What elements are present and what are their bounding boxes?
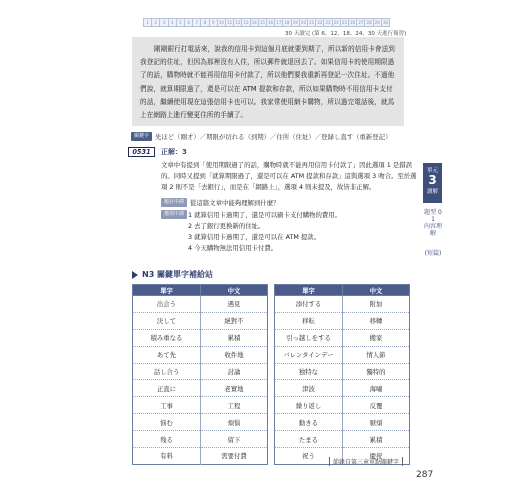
- vocab-word: 有料: [133, 448, 201, 465]
- day-cell[interactable]: 5: [177, 19, 185, 26]
- question-translation-tag: 題目中譯: [161, 198, 187, 207]
- option-1: 1 就算信用卡過期了，還是可以刷卡支付購物的費用。: [188, 211, 342, 219]
- table-row: [275, 296, 410, 313]
- table-row: [275, 414, 410, 431]
- passage-text: 剛剛銀行打電話來，說我的信用卡到這個月底就要到期了，所以新的信用卡會送到我登記的住址，但因為那裡沒有人住，所以郵件就退回去了。如果信用卡的使用期限過了的話，購物時就不能再用信用卡付款了，所以他們要我重新再登記一次住址。不過他們說，就算期限過了，還是可以在 ATM 提款和存款，所以如果購物時不用信用卡支付的話，繼續使用現在這張信用卡也可以。我家常使用網卡購物，所以過完電話後，就馬上在網路上進行變更住所的手續了。: [140, 45, 395, 120]
- vocab-meaning: 需要付費: [221, 452, 247, 461]
- day-cell[interactable]: 4: [169, 19, 177, 26]
- day-cell[interactable]: 10: [218, 19, 226, 26]
- day-cell[interactable]: 12: [234, 19, 242, 26]
- day-cell[interactable]: 2: [152, 19, 160, 26]
- vocab-meaning: 附加: [343, 296, 410, 313]
- day-cell[interactable]: 24: [333, 19, 341, 26]
- table-row: [133, 329, 268, 346]
- table-row: [133, 346, 268, 363]
- day-cell[interactable]: 21: [308, 19, 316, 26]
- triangle-icon: [132, 271, 138, 279]
- day-cell[interactable]: 15: [259, 19, 267, 26]
- vocab-meaning: 累積: [201, 329, 268, 346]
- vocab-meaning: 累積: [343, 431, 410, 448]
- vocab-word: 悩む: [133, 414, 201, 431]
- day-cell[interactable]: 9: [210, 19, 218, 26]
- vocab-word: たまる: [275, 431, 343, 448]
- table-row: [275, 397, 410, 414]
- vocab-word: 津波: [275, 380, 343, 397]
- n3-vocab-title-text: N3 關鍵單字補給站: [142, 270, 214, 279]
- question-translation-text: 從這篇文章中能夠理解到什麼？: [190, 199, 280, 207]
- col-header-word: 單字: [275, 285, 343, 296]
- table-row: [133, 414, 268, 431]
- day-cell[interactable]: 8: [201, 19, 209, 26]
- vocab-meaning: 收件地: [201, 346, 268, 363]
- table-row: [133, 363, 268, 380]
- day-cell[interactable]: 6: [185, 19, 193, 26]
- day-cell[interactable]: 1: [144, 19, 152, 26]
- section-type: 題型 01: [424, 209, 442, 223]
- keyword-text: 先ほど（剛才）／期限が切れる（到期）／住所（住址）／登録し直す（重新登記）: [155, 133, 392, 141]
- day-cell[interactable]: 19: [292, 19, 300, 26]
- option-2: 2 去了銀行更換新的住址。: [188, 222, 265, 230]
- source-note: 節錄自第三章重點關鍵字: [329, 457, 403, 466]
- col-header-chinese: 中文: [201, 285, 268, 296]
- day-cell[interactable]: 18: [283, 19, 291, 26]
- answer-title: 正解：3: [161, 148, 187, 156]
- keyword-line: [131, 132, 391, 141]
- day-cell[interactable]: 7: [193, 19, 201, 26]
- vocab-word: 引っ越しをする: [275, 329, 343, 346]
- vocab-meaning: 留下: [201, 431, 268, 448]
- question-translation-line: [161, 198, 279, 207]
- vocab-word: あて先: [133, 346, 201, 363]
- day-cell[interactable]: 25: [341, 19, 349, 26]
- day-cell[interactable]: 28: [365, 19, 373, 26]
- day-cell[interactable]: 22: [316, 19, 324, 26]
- vocab-meaning: 煩惱: [201, 414, 268, 431]
- day-cell[interactable]: 3: [160, 19, 168, 26]
- vocab-meaning: 工程: [201, 397, 268, 414]
- vocab-word: 決して: [133, 312, 201, 329]
- table-row: [133, 312, 268, 329]
- day-cell[interactable]: 20: [300, 19, 308, 26]
- day-cell[interactable]: 30: [382, 20, 389, 25]
- table-row: [133, 431, 268, 448]
- table-row: [133, 397, 268, 414]
- vocab-word: 独特な: [275, 363, 343, 380]
- vocab-word: バレンタインデー: [275, 346, 343, 363]
- vocab-meaning: 反覆: [343, 397, 410, 414]
- vocab-meaning: 移轉: [343, 312, 410, 329]
- keyword-tag: 關鍵字: [131, 132, 152, 141]
- vocab-word: 動きる: [275, 414, 343, 431]
- vocab-meaning: 絕對不: [201, 312, 268, 329]
- option-4: 4 今天購物無法用信用卡付費。: [188, 244, 278, 252]
- table-row: [133, 296, 268, 313]
- chapter-tab-label: 讀解: [426, 189, 438, 195]
- vocab-meaning: 搬家: [343, 329, 410, 346]
- study-plan-note: 30 天讀完 (第 6、12、18、24、30 天進行複習): [285, 31, 407, 37]
- day-cell[interactable]: 23: [324, 19, 332, 26]
- day-cell[interactable]: 29: [374, 19, 382, 26]
- vocab-meaning: 厭煩: [343, 414, 410, 431]
- day-cell[interactable]: 13: [242, 19, 250, 26]
- table-row: [275, 380, 410, 397]
- option-3: 3 就算信用卡過期了，還是可以在 ATM 提款。: [188, 233, 321, 241]
- section-sub-label: (短篇): [424, 250, 442, 257]
- table-row: [133, 448, 268, 465]
- vocab-meaning: 情人節: [343, 346, 410, 363]
- question-number: 0531: [128, 147, 155, 157]
- chapter-tab[interactable]: [423, 163, 442, 203]
- vocab-word: 繰り返し: [275, 397, 343, 414]
- section-name: 內容理解: [424, 223, 443, 237]
- vocab-word: 添付する: [275, 296, 343, 313]
- day-cell[interactable]: 11: [226, 19, 234, 26]
- section-label: [424, 209, 442, 237]
- day-cell[interactable]: 16: [267, 19, 275, 26]
- vocab-word: 残る: [133, 431, 201, 448]
- vocab-word: 正直に: [133, 380, 201, 397]
- vocab-word: 積み重なる: [133, 329, 201, 346]
- vocab-word: 出会う: [133, 296, 201, 313]
- day-cell[interactable]: 17: [275, 19, 283, 26]
- vocab-meaning: 獨特的: [343, 363, 410, 380]
- vocab-meaning: 海嘯: [343, 380, 410, 397]
- vocab-word: 話し合う: [133, 363, 201, 380]
- vocab-table-left: [132, 284, 268, 465]
- vocab-word: 移転: [275, 312, 343, 329]
- vocab-meaning: 慶祝: [369, 452, 383, 461]
- vocab-meaning: 遇見: [201, 296, 268, 313]
- table-row: [275, 346, 410, 363]
- day-progress-grid: [143, 18, 390, 27]
- table-row: [275, 329, 410, 346]
- chapter-tab-number: 3: [428, 173, 437, 187]
- page-number: 287: [416, 470, 434, 480]
- chapter-tab-top: 單元: [426, 168, 438, 174]
- vocab-meaning: 討論: [201, 363, 268, 380]
- table-row: [275, 363, 410, 380]
- table-row: [275, 312, 410, 329]
- day-cell[interactable]: 26: [349, 19, 357, 26]
- table-row: [275, 431, 410, 448]
- vocab-table-right: [274, 284, 410, 465]
- reading-passage: [132, 37, 404, 126]
- col-header-chinese: 中文: [343, 285, 410, 296]
- table-row: [133, 380, 268, 397]
- vocab-meaning: 老實地: [201, 380, 268, 397]
- col-header-word: 單字: [133, 285, 201, 296]
- day-cell[interactable]: 14: [251, 19, 259, 26]
- option-translation-tag: 選項中譯: [161, 210, 187, 219]
- n3-vocab-title: [132, 269, 213, 280]
- day-cell[interactable]: 27: [357, 19, 365, 26]
- vocab-word: 工事: [133, 397, 201, 414]
- answer-explanation: 文章中有提到「使用期限過了的話，購物時就不能再用信用卡付款了」因此選項 1 是錯誤的。同時又提到「就算期限過了，還是可以在 ATM 提款和存款」這與選項 3 吻合。至於選項 2 則不是「去銀行」，而是在「網路上」，選項 4 則未提及，故皆非正解。: [161, 161, 417, 191]
- option-translation-line: [161, 210, 190, 219]
- vocab-word: 祝う: [275, 448, 343, 465]
